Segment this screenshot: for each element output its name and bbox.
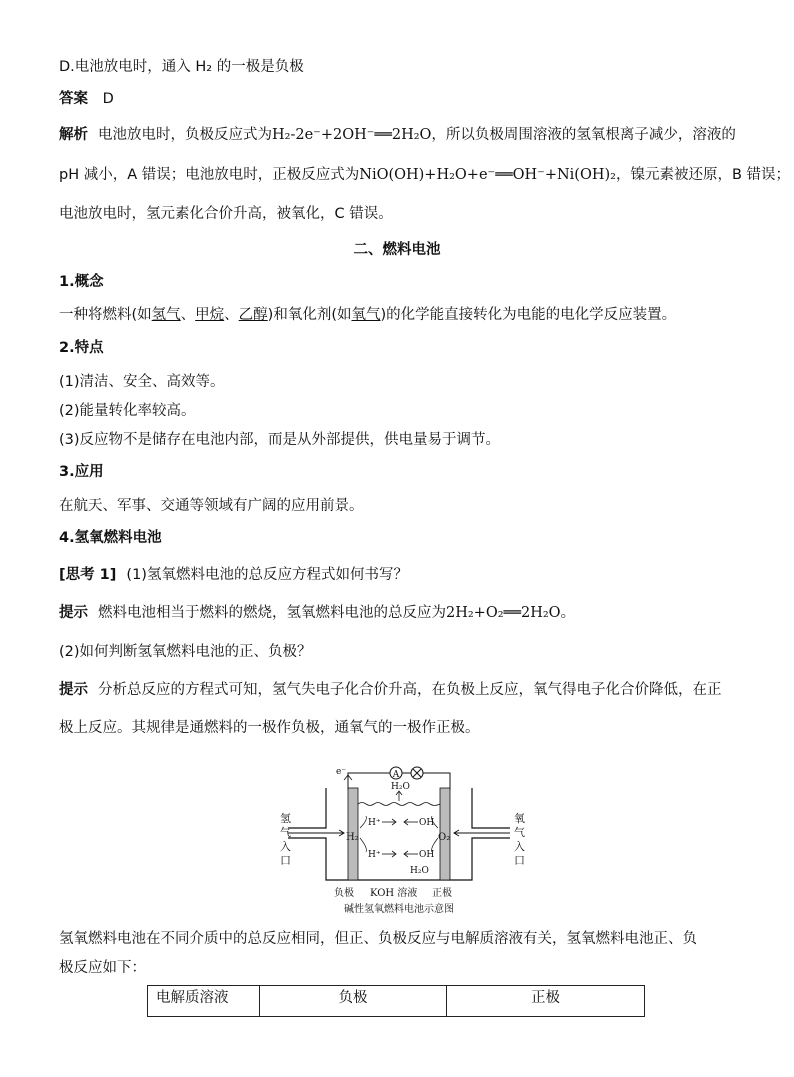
hplus-label: H⁺ (368, 818, 381, 828)
equation: 2H₂+O₂══2H₂O (446, 605, 561, 621)
circuit-wire (423, 773, 450, 790)
oh-label: OH (419, 818, 435, 828)
hint-2-line-1: 提示 分析总反应的方程式可知，氢气失电子化合价升高，在负极上反应，氧气得电子化合价降低，在正 (59, 682, 722, 698)
analysis-label: 解析 (59, 127, 88, 143)
fuel-cell-diagram (278, 758, 528, 918)
o2-inlet-char: 气 (514, 826, 525, 839)
after-line-2: 极反应如下： (59, 960, 146, 976)
water-top: H₂O (391, 782, 410, 792)
h2-inlet-char: 入 (280, 840, 291, 853)
think-question-1: [思考 1] (1)氢氧燃料电池的总反应方程式如何书写？ (59, 567, 408, 583)
feature-item: (2)能量转化率较高。 (59, 403, 196, 419)
concept-heading: 1.概念 (59, 274, 104, 290)
o2-label: O₂ (438, 832, 451, 843)
h2-inlet-char: 气 (280, 826, 291, 839)
container-wall (288, 838, 510, 880)
analysis-line-1: 解析 电池放电时，负极反应式为H₂-2e⁻+2OH⁻══2H₂O，所以负极周围溶液的氢氧根离子减少，溶液的 (59, 127, 736, 143)
table-header-cell: 正极 (447, 986, 645, 1017)
fuel-hydrogen: 氢气 (151, 307, 181, 323)
table-header-cell: 负极 (260, 986, 447, 1017)
think-tag: [思考 1] (59, 567, 117, 583)
o2-inlet-char: 入 (514, 840, 525, 853)
table-header-cell: 电解质溶液 (148, 986, 260, 1017)
o2-inlet-char: 氧 (514, 812, 525, 825)
after-line-1: 氢氧燃料电池在不同介质中的总反应相同，但正、负极反应与电解质溶液有关，氢氧燃料电池正、负 (59, 931, 697, 947)
features-heading: 2.特点 (59, 340, 104, 356)
hint-2-line-2: 极上反应。其规律是通燃料的一极作负极，通氧气的一极作正极。 (59, 720, 480, 736)
answer-label: 答案 (59, 91, 88, 107)
h2-inlet-char: 氢 (280, 812, 291, 825)
electron-label: e⁻ (336, 767, 347, 777)
hint-label: 提示 (59, 682, 88, 698)
application-text: 在航天、军事、交通等领域有广阔的应用前景。 (59, 498, 364, 514)
think-question-2: (2)如何判断氢氧燃料电池的正、负极？ (59, 644, 312, 660)
fuel-ethanol: 乙醇 (238, 307, 268, 323)
equation: NiO(OH)+H₂O+e⁻══OH⁻+Ni(OH)₂ (359, 167, 616, 183)
koh-label: KOH 溶液 (370, 888, 418, 899)
analysis-line-3: 电池放电时，氢元素化合价升高，被氧化，C 错误。 (59, 206, 393, 222)
concept-text: 一种将燃料(如氢气、甲烷、乙醇)和氧化剂(如氧气)的化学能直接转化为电能的电化学反应装置。 (59, 307, 677, 323)
h2-inlet-char: 口 (280, 854, 291, 867)
section-title: 二、燃料电池 (353, 242, 441, 258)
feature-item: (3)反应物不是储存在电池内部，而是从外部提供，供电量易于调节。 (59, 432, 501, 448)
equation: H₂-2e⁻+2OH⁻══2H₂O (272, 127, 432, 143)
answer-value: D (102, 91, 114, 107)
answer-line (59, 89, 114, 109)
circuit-wire (348, 773, 390, 790)
container-wall (472, 788, 510, 828)
feature-item: (1)清洁、安全、高效等。 (59, 374, 225, 390)
negative-label: 负极 (334, 888, 354, 899)
application-heading: 3.应用 (59, 464, 104, 480)
option-d: D.电池放电时，通入 H₂ 的一极是负极 (59, 59, 304, 75)
container-wall (288, 788, 326, 828)
electrode-table (147, 985, 645, 1017)
hplus-label: H⁺ (368, 850, 381, 860)
analysis-line-2: pH 减小，A 错误；电池放电时，正极反应式为NiO(OH)+H₂O+e⁻══OH⁻+Ni(OH)₂，镍元素被还原，B 错误； (59, 167, 791, 183)
o2-inlet-char: 口 (514, 854, 525, 867)
oxidant-oxygen: 氧气 (351, 307, 381, 323)
water-surface (358, 803, 440, 806)
table-header-row (148, 986, 645, 1017)
hint-label: 提示 (59, 605, 88, 621)
ammeter-label: A (392, 770, 400, 780)
diagram-caption: 碱性氢氧燃料电池示意图 (344, 904, 454, 915)
positive-label: 正极 (432, 888, 452, 899)
hofc-heading: 4.氢氧燃料电池 (59, 530, 162, 546)
fuel-cell-svg (278, 758, 528, 918)
fuel-methane: 甲烷 (195, 307, 225, 323)
water-bottom: H₂O (410, 866, 429, 876)
h2-label: H₂ (346, 832, 359, 843)
oh-label: OH (419, 850, 435, 860)
hint-1: 提示 燃料电池相当于燃料的燃烧，氢氧燃料电池的总反应为2H₂+O₂══2H₂O。 (59, 605, 576, 621)
